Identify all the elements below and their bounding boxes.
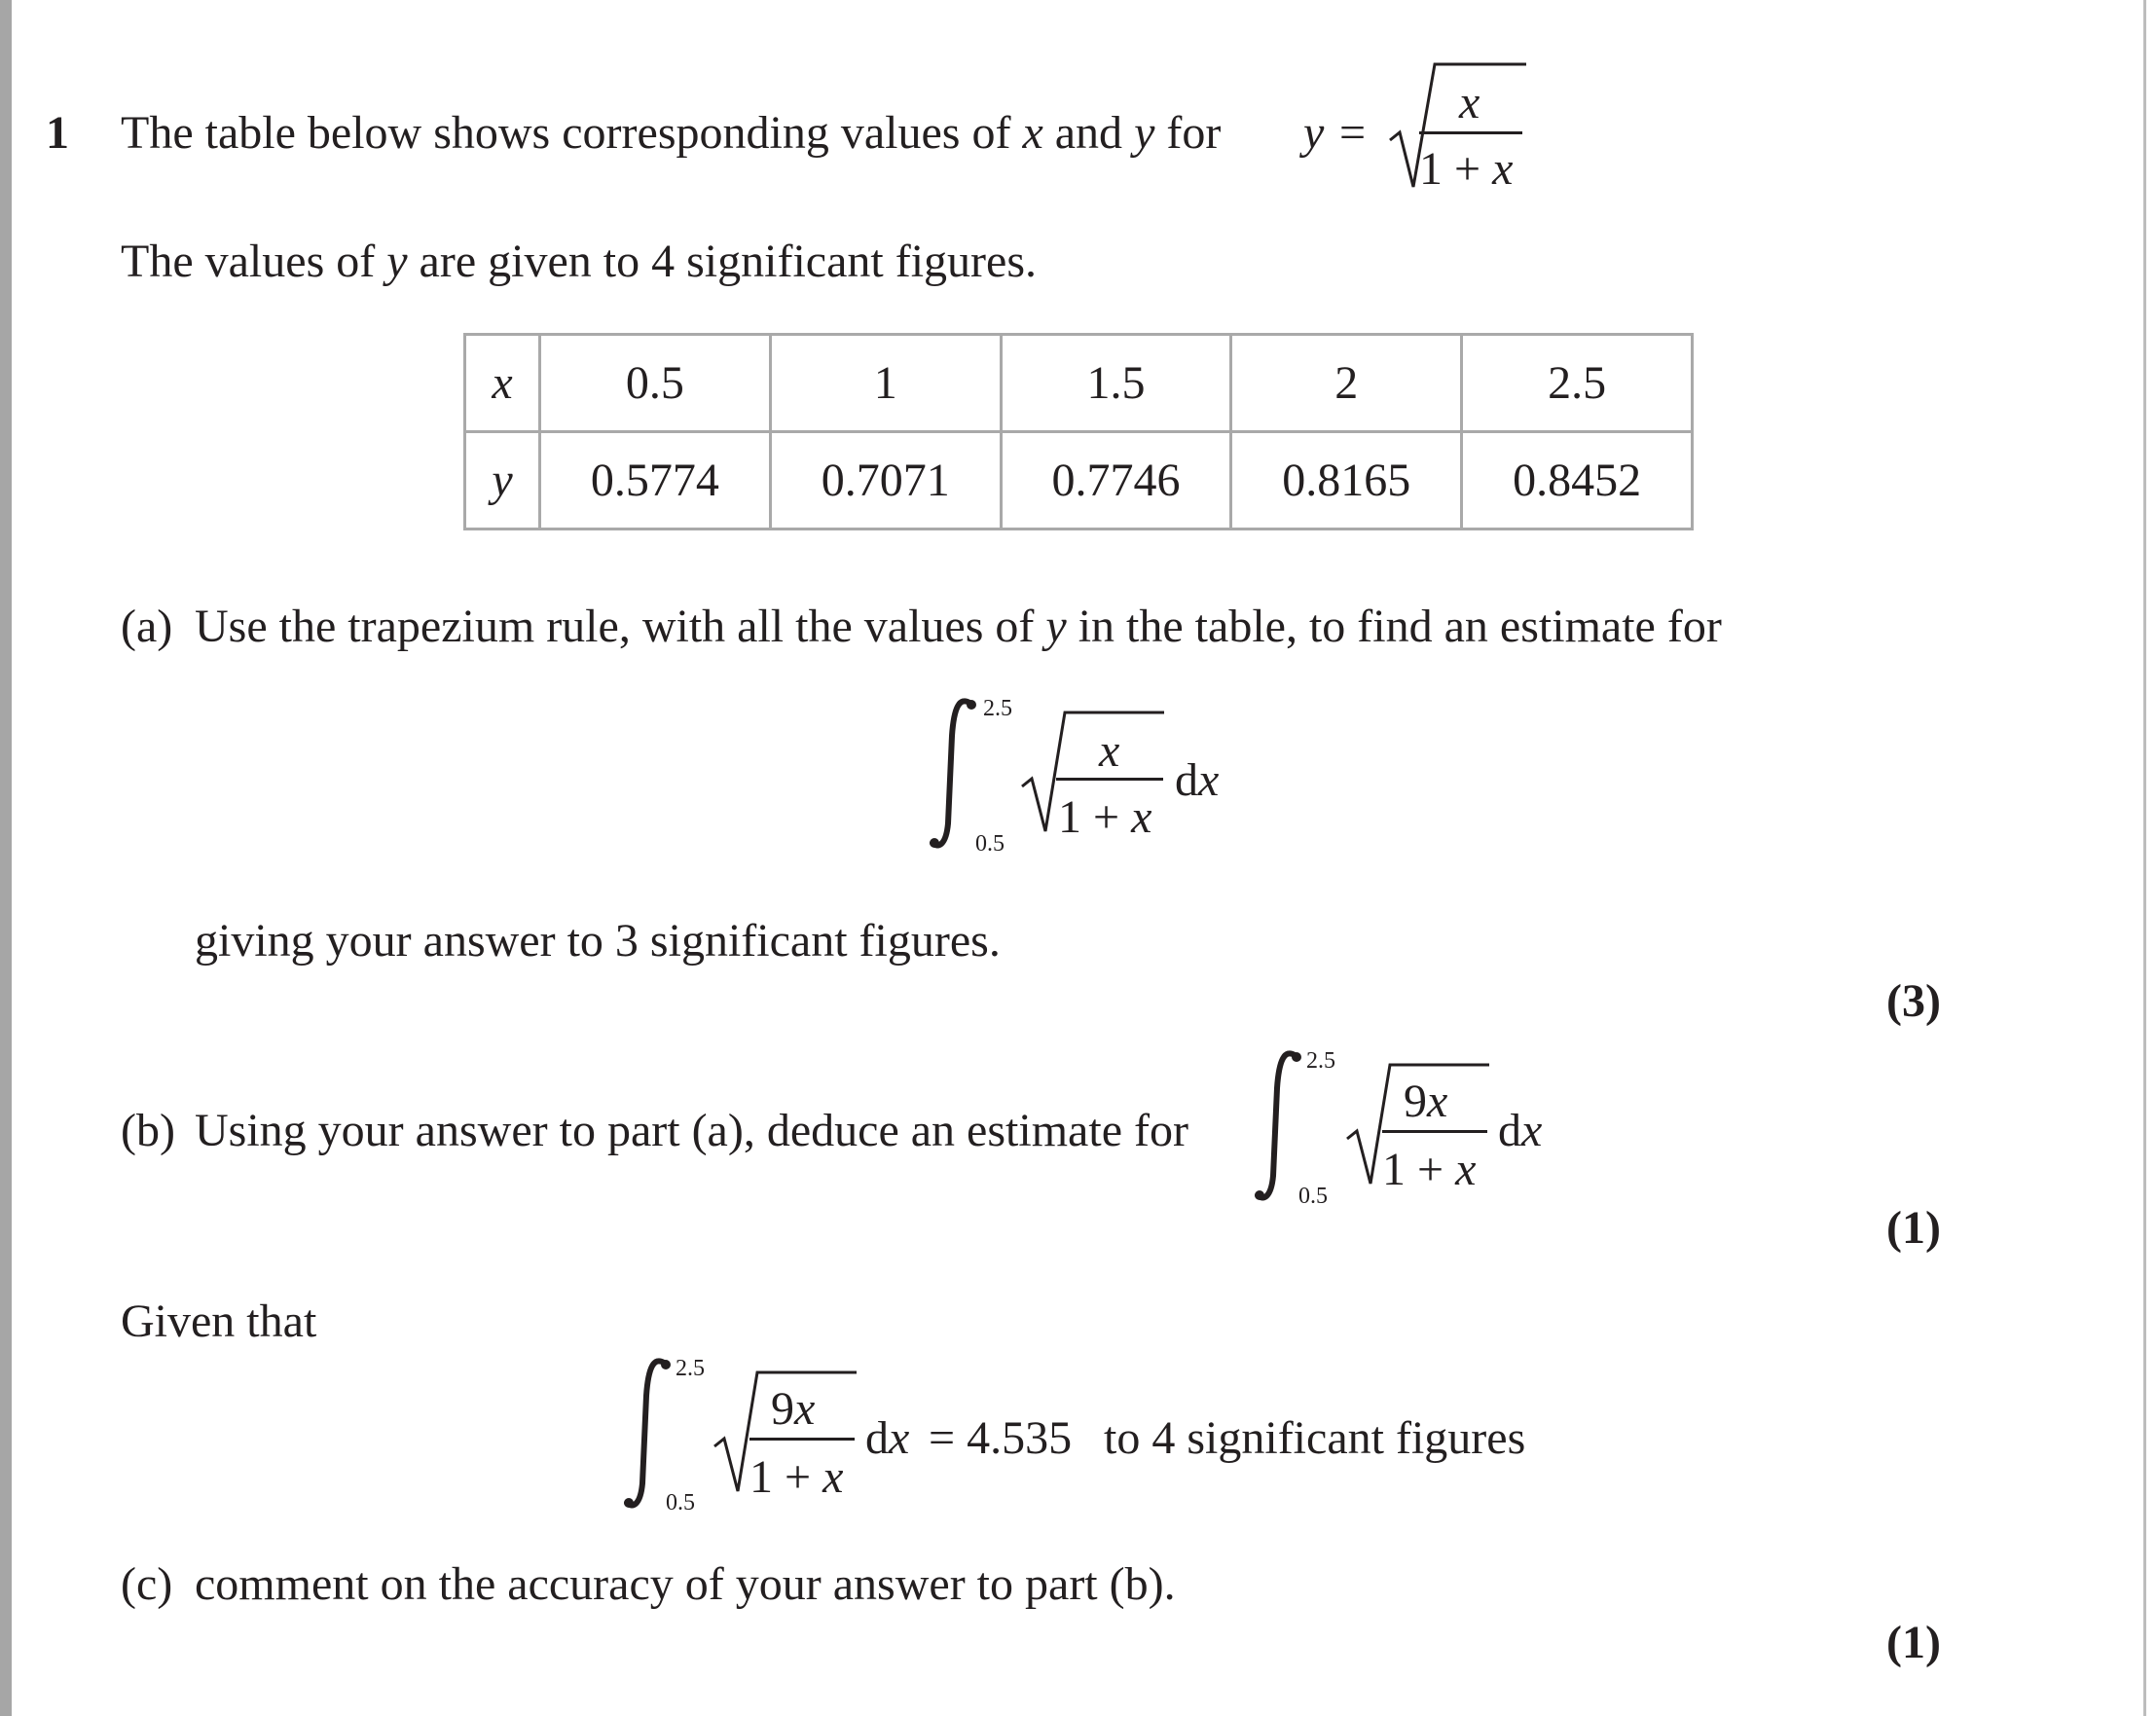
integral-b-num xyxy=(1404,1078,1447,1125)
part-b-marks: (1) xyxy=(1886,1202,1941,1254)
header-frac-num: x xyxy=(1459,77,1480,128)
integral-given-lower: 0.5 xyxy=(666,1490,695,1515)
sig-text-start: The values of xyxy=(121,236,376,287)
eq-equals: = xyxy=(1339,107,1367,159)
integral-given-num-9: 9 xyxy=(771,1383,794,1435)
integral-given-x: x xyxy=(889,1412,910,1464)
integral-b-upper: 2.5 xyxy=(1306,1048,1335,1074)
right-margin-bar xyxy=(2143,0,2146,1716)
y-value-cell: 0.8452 xyxy=(1462,432,1693,529)
y-value-cell: 0.5774 xyxy=(540,432,771,529)
integral-a-d: d xyxy=(1175,754,1198,806)
integral-given-d: d xyxy=(865,1412,889,1464)
table-row-y xyxy=(465,432,1693,529)
x-value-cell: 1.5 xyxy=(1001,335,1231,432)
integral-b-d: d xyxy=(1498,1105,1521,1156)
integral-given-frac-line xyxy=(749,1438,855,1441)
row-label-y: y xyxy=(465,432,540,529)
var-y: y xyxy=(1134,107,1155,159)
integral-a-lower: 0.5 xyxy=(975,831,1005,857)
integral-b-den-x: x xyxy=(1455,1144,1477,1195)
y-value-cell: 0.7746 xyxy=(1001,432,1231,529)
intro-text: The table below shows corresponding values of xyxy=(121,107,1011,159)
integral-sign-a xyxy=(931,697,973,853)
eq-y: y xyxy=(1303,107,1325,159)
integral-a-frac-line xyxy=(1056,778,1163,781)
row-label-x: x xyxy=(465,335,540,432)
x-value-cell: 2 xyxy=(1231,335,1462,432)
integral-b-num-9: 9 xyxy=(1404,1076,1427,1127)
y-value-cell: 0.7071 xyxy=(770,432,1001,529)
table-row-x xyxy=(465,335,1693,432)
integral-given-dx xyxy=(865,1412,910,1464)
sig-var-y: y xyxy=(386,236,408,287)
header-frac-line xyxy=(1419,131,1522,134)
integral-a-num: x xyxy=(1099,725,1120,777)
part-a-text-start: Use the trapezium rule, with all the values of xyxy=(195,601,1035,652)
part-a-var-y: y xyxy=(1045,601,1067,652)
question-intro xyxy=(121,107,1222,159)
integral-given-den-one: 1 + xyxy=(749,1451,812,1503)
part-a-text xyxy=(195,603,1722,650)
header-den-x: x xyxy=(1492,143,1514,195)
integral-b-den xyxy=(1382,1144,1477,1195)
var-x: x xyxy=(1022,107,1043,159)
part-a-text-end: in the table, to find an estimate for xyxy=(1078,601,1722,652)
integral-b-dx xyxy=(1498,1105,1543,1156)
sig-text-end: are given to 4 significant figures. xyxy=(419,236,1038,287)
part-c-text: comment on the accuracy of your answer to part (b). xyxy=(195,1558,1176,1610)
header-frac-den xyxy=(1419,143,1514,195)
left-margin-bar xyxy=(0,0,12,1716)
part-a-marks: (3) xyxy=(1886,975,1941,1027)
integral-sign-given xyxy=(625,1357,668,1513)
part-a-label: (a) xyxy=(121,601,173,652)
integral-a-den-one: 1 + xyxy=(1058,791,1120,843)
part-c-marks: (1) xyxy=(1886,1617,1941,1668)
integral-a-dx xyxy=(1175,754,1220,806)
integral-a-den xyxy=(1058,791,1152,843)
part-c-label: (c) xyxy=(121,1558,173,1610)
part-a-instruction: giving your answer to 3 significant figures. xyxy=(195,915,1001,967)
integral-b-den-one: 1 + xyxy=(1382,1144,1444,1195)
part-b-label: (b) xyxy=(121,1105,175,1156)
integral-b-num-x: x xyxy=(1427,1076,1448,1127)
x-value-cell: 2.5 xyxy=(1462,335,1693,432)
values-table xyxy=(463,333,1694,530)
y-value-cell: 0.8165 xyxy=(1231,432,1462,529)
integral-b-frac-line xyxy=(1382,1130,1487,1133)
integral-given-upper: 2.5 xyxy=(676,1356,705,1381)
for-word: for xyxy=(1166,107,1222,159)
integral-sign-b xyxy=(1256,1049,1298,1205)
integral-a-x: x xyxy=(1198,754,1220,806)
integral-given-den xyxy=(749,1451,844,1503)
integral-given-den-x: x xyxy=(822,1451,844,1503)
given-that-text: Given that xyxy=(121,1296,317,1347)
question-number: 1 xyxy=(46,107,69,159)
sig-figs-statement xyxy=(121,238,1037,285)
part-b-text: Using your answer to part (a), deduce an estimate for xyxy=(195,1105,1188,1156)
integral-a-upper: 2.5 xyxy=(983,696,1012,721)
x-value-cell: 0.5 xyxy=(540,335,771,432)
and-word: and xyxy=(1054,107,1123,159)
integral-b-lower: 0.5 xyxy=(1298,1184,1328,1209)
integral-b-x: x xyxy=(1521,1105,1543,1156)
x-value-cell: 1 xyxy=(770,335,1001,432)
given-suffix: to 4 significant figures xyxy=(1104,1412,1526,1464)
header-den-one: 1 + xyxy=(1419,143,1481,195)
integral-a-den-x: x xyxy=(1131,791,1152,843)
integral-given-num-x: x xyxy=(794,1383,816,1435)
given-equals-value: = 4.535 xyxy=(929,1412,1073,1464)
integral-given-num xyxy=(771,1383,816,1435)
